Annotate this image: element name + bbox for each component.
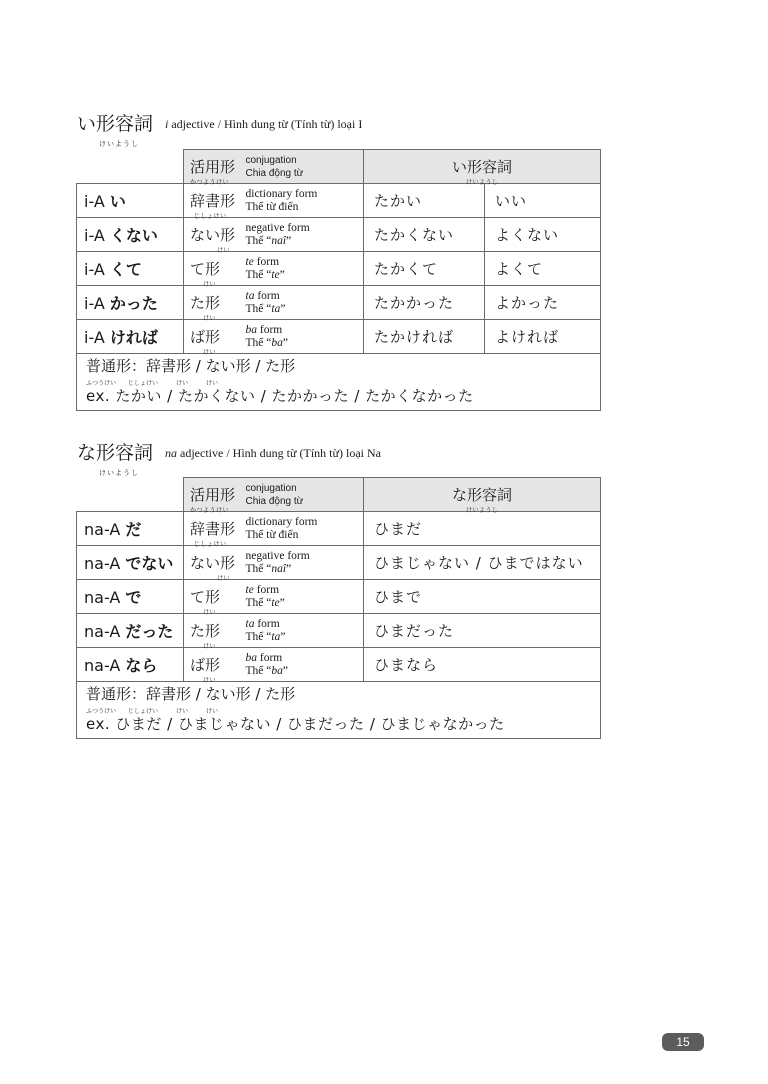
row-keyword xyxy=(190,588,221,616)
form-cell xyxy=(77,320,184,354)
desc-cell xyxy=(243,512,364,546)
table-row xyxy=(77,320,601,354)
table-row xyxy=(77,546,601,580)
value-cell: よかった xyxy=(485,286,601,320)
keyword-ruby: けい xyxy=(217,247,231,254)
keyword-text: 辞書形 xyxy=(190,520,236,538)
keyword-ruby: けい xyxy=(203,677,217,684)
form-prefix: na-A xyxy=(84,520,126,539)
keyword-text: ば形 xyxy=(190,328,221,346)
romaji-text: ta xyxy=(245,617,255,630)
romaji-text: ba xyxy=(245,323,257,336)
keyword-ruby: けい xyxy=(203,281,217,288)
note-cell xyxy=(77,682,601,739)
section-title-i-adjective xyxy=(77,113,363,148)
keyword-ruby: じしょけい xyxy=(194,213,227,220)
romaji-text: ba xyxy=(245,651,257,664)
desc-cell xyxy=(243,320,364,354)
form-ending: くて xyxy=(109,260,142,279)
desc-line1: ta form xyxy=(245,617,280,630)
form-cell xyxy=(77,252,184,286)
heading-en-rest: adjective / Hình dung từ (Tính từ) loại Na xyxy=(177,446,381,460)
desc-line2: Thể “te” xyxy=(245,268,285,281)
section-heading-en xyxy=(165,117,362,132)
value-cell: よければ xyxy=(485,320,601,354)
form-ending: でない xyxy=(125,554,174,573)
heading-ruby: けいようし xyxy=(99,469,139,477)
row-keyword xyxy=(190,554,236,582)
keyword-ruby: けい xyxy=(203,609,217,616)
value-cell: ひまだ xyxy=(364,512,601,546)
romaji-text: te xyxy=(245,255,254,268)
note-text: 普通形：辞書形 / ない形 / た形 xyxy=(86,685,296,703)
page-number: 15 xyxy=(662,1033,704,1051)
desc-line2: Thể từ điển xyxy=(245,200,299,213)
plain-form-note xyxy=(86,357,600,387)
form-cell xyxy=(77,580,184,614)
value-cell: よくない xyxy=(485,218,601,252)
desc-cell xyxy=(243,648,364,682)
keyword-ruby: けい xyxy=(203,349,217,356)
section-heading-en xyxy=(165,446,381,461)
desc-cell xyxy=(243,184,364,218)
value-cell: いい xyxy=(485,184,601,218)
example-line: ex. ひまだ / ひまじゃない / ひまだった / ひまじゃなかった xyxy=(86,715,505,733)
desc-line2: Thể “ba” xyxy=(245,336,288,349)
value-cell: たかかった xyxy=(364,286,485,320)
romaji-text: naî xyxy=(271,234,287,247)
note-row xyxy=(77,682,601,739)
desc-cell xyxy=(243,546,364,580)
example-line: ex. たかい / たかくない / たかかった / たかくなかった xyxy=(86,387,474,405)
section-title-na-adjective xyxy=(77,442,381,477)
row-keyword xyxy=(190,656,221,684)
form-prefix: na-A xyxy=(84,554,126,573)
keyword-text: ない形 xyxy=(190,226,236,244)
value-cell: たかくて xyxy=(364,252,485,286)
heading-en-italic: na xyxy=(165,446,178,460)
desc-line1: te form xyxy=(245,255,280,268)
form-prefix: i-A xyxy=(84,294,110,313)
desc-cell xyxy=(243,580,364,614)
heading-en-rest: adjective / Hình dung từ (Tính từ) loại I xyxy=(168,117,363,131)
desc-line2: Chia động từ xyxy=(245,167,304,179)
romaji-text: te xyxy=(245,583,254,596)
desc-line2: Chia động từ xyxy=(245,495,304,507)
form-prefix: i-A xyxy=(84,192,110,211)
value-cell: たかい xyxy=(364,184,485,218)
note-cell xyxy=(77,354,601,411)
header-desc-cell xyxy=(243,150,364,184)
section-heading-jp xyxy=(77,113,154,148)
keyword-text: ば形 xyxy=(190,656,221,674)
desc-line1: ta form xyxy=(245,289,280,302)
desc-line1: dictionary form xyxy=(245,515,318,528)
value-cell: ひまで xyxy=(364,580,601,614)
note-text: 普通形：辞書形 / ない形 / た形 xyxy=(86,357,296,375)
romaji-text: ba xyxy=(271,336,283,349)
form-ending: ければ xyxy=(109,328,158,347)
form-ending: くない xyxy=(109,226,158,245)
heading-ruby: けいようし xyxy=(99,140,139,148)
value-cell: ひまなら xyxy=(364,648,601,682)
right-text: な形容詞 xyxy=(451,485,512,504)
note-row xyxy=(77,354,601,411)
row-keyword xyxy=(190,192,236,220)
romaji-text: ta xyxy=(271,630,281,643)
form-ending: い xyxy=(109,192,126,211)
value-cell: たかければ xyxy=(364,320,485,354)
right-text: い形容詞 xyxy=(451,157,512,176)
table-row xyxy=(77,580,601,614)
value-cell: たかくない xyxy=(364,218,485,252)
form-prefix: i-A xyxy=(84,226,110,245)
heading-en-italic: i xyxy=(165,117,169,131)
table-row xyxy=(77,252,601,286)
note-ruby: ふつうけい じしょけい けい けい xyxy=(86,380,219,387)
form-cell xyxy=(77,512,184,546)
form-prefix: i-A xyxy=(84,260,110,279)
romaji-text: ta xyxy=(271,302,281,315)
form-cell xyxy=(77,614,184,648)
keyword-ruby: かつようけい xyxy=(190,507,230,514)
keyword-text: ない形 xyxy=(190,554,236,572)
table-header-row xyxy=(77,478,601,512)
form-prefix: na-A xyxy=(84,656,126,675)
header-right-keyword xyxy=(451,157,512,186)
romaji-text: naî xyxy=(271,562,287,575)
value-cell: ひまじゃない / ひまではない xyxy=(364,546,601,580)
desc-line1: ba form xyxy=(245,651,283,664)
note-ruby: ふつうけい じしょけい けい けい xyxy=(86,708,219,715)
row-keyword xyxy=(190,260,221,288)
form-ending: なら xyxy=(125,656,158,675)
plain-form-note xyxy=(86,685,600,715)
keyword-cell xyxy=(184,580,243,614)
header-keyword xyxy=(190,486,236,514)
desc-line2: Thể “ba” xyxy=(245,664,288,677)
desc-cell xyxy=(243,218,364,252)
form-cell xyxy=(77,184,184,218)
section-heading-jp xyxy=(77,442,154,477)
form-ending: かった xyxy=(109,294,158,313)
form-cell xyxy=(77,218,184,252)
table-header-row xyxy=(77,150,601,184)
header-right-keyword xyxy=(451,485,512,514)
desc-line1: dictionary form xyxy=(245,187,318,200)
right-ruby: けいようし xyxy=(465,506,499,514)
desc-line2: Thể “naî” xyxy=(245,562,292,575)
desc-cell xyxy=(243,286,364,320)
desc-line1: conjugation xyxy=(245,154,297,166)
form-prefix: na-A xyxy=(84,622,126,641)
desc-line1: te form xyxy=(245,583,280,596)
header-blank-cell xyxy=(77,150,184,184)
desc-line1: negative form xyxy=(245,549,310,562)
table-row xyxy=(77,184,601,218)
desc-line2: Thể từ điển xyxy=(245,528,299,541)
desc-line2: Thể “te” xyxy=(245,596,285,609)
keyword-ruby: じしょけい xyxy=(194,541,227,548)
keyword-ruby: けい xyxy=(203,643,217,650)
form-ending: だ xyxy=(125,520,142,539)
form-prefix: i-A xyxy=(84,328,110,347)
desc-line2: Thể “ta” xyxy=(245,630,286,643)
table-row xyxy=(77,648,601,682)
header-right-cell xyxy=(364,150,601,184)
row-keyword xyxy=(190,520,236,548)
row-keyword xyxy=(190,328,221,356)
desc-cell xyxy=(243,252,364,286)
i-adjective-table xyxy=(76,149,601,411)
keyword-ruby: かつようけい xyxy=(190,179,230,186)
keyword-text: て形 xyxy=(190,260,221,278)
keyword-ruby: けい xyxy=(203,315,217,322)
keyword-text: 辞書形 xyxy=(190,192,236,210)
form-ending: だった xyxy=(125,622,174,641)
heading-text: な形容詞 xyxy=(77,442,154,464)
row-keyword xyxy=(190,622,221,650)
header-keyword-cell xyxy=(184,478,243,512)
table-row xyxy=(77,218,601,252)
row-keyword xyxy=(190,294,221,322)
header-blank-cell xyxy=(77,478,184,512)
table-row xyxy=(77,614,601,648)
romaji-text: te xyxy=(271,596,280,609)
desc-line1: negative form xyxy=(245,221,310,234)
desc-line2: Thể “ta” xyxy=(245,302,286,315)
desc-cell xyxy=(243,614,364,648)
table-row xyxy=(77,512,601,546)
form-cell xyxy=(77,648,184,682)
keyword-cell xyxy=(184,252,243,286)
header-keyword xyxy=(190,158,236,186)
keyword-text: て形 xyxy=(190,588,221,606)
keyword-ruby: けい xyxy=(217,575,231,582)
form-ending: で xyxy=(125,588,142,607)
form-cell xyxy=(77,286,184,320)
header-keyword-cell xyxy=(184,150,243,184)
form-cell xyxy=(77,546,184,580)
desc-line1: conjugation xyxy=(245,482,297,494)
row-keyword xyxy=(190,226,236,254)
right-ruby: けいようし xyxy=(465,178,499,186)
romaji-text: te xyxy=(271,268,280,281)
keyword-text: 活用形 xyxy=(190,158,236,176)
romaji-text: ta xyxy=(245,289,255,302)
table-row xyxy=(77,286,601,320)
keyword-text: た形 xyxy=(190,294,221,312)
header-right-cell xyxy=(364,478,601,512)
value-cell: よくて xyxy=(485,252,601,286)
keyword-text: 活用形 xyxy=(190,486,236,504)
keyword-text: た形 xyxy=(190,622,221,640)
romaji-text: ba xyxy=(271,664,283,677)
heading-text: い形容詞 xyxy=(77,113,154,135)
desc-line1: ba form xyxy=(245,323,283,336)
value-cell: ひまだった xyxy=(364,614,601,648)
na-adjective-table xyxy=(76,477,601,739)
form-prefix: na-A xyxy=(84,588,126,607)
header-desc-cell xyxy=(243,478,364,512)
desc-line2: Thể “naî” xyxy=(245,234,292,247)
